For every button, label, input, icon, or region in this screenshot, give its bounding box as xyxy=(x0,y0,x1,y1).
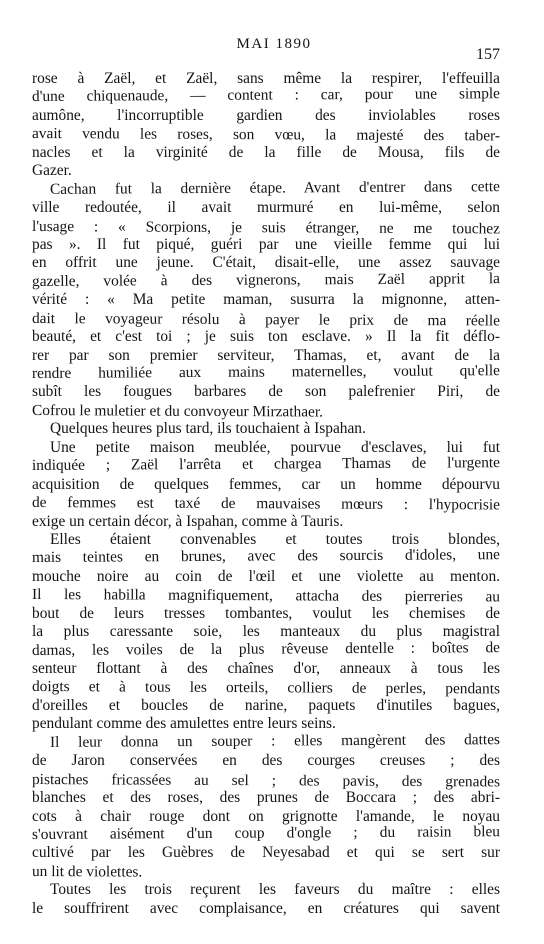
text-line: la plus caressante soie, les manteaux du plus magistral xyxy=(32,623,500,641)
text-line: Quelques heures plus tard, ils touchaient à Ispahan. xyxy=(50,420,366,438)
text-line: le souffrirent avec complaisance, en créatures qui savent xyxy=(32,899,500,917)
text-line: vérité : « Ma petite maman, susurra la mignonne, atten- xyxy=(32,291,500,309)
text-line: s'ouvrant aisément d'un coup d'ongle ; du raisin bleu xyxy=(31,823,501,843)
body-text xyxy=(32,70,500,918)
text-line: de Jaron conservées en des courges creuses ; des xyxy=(32,752,500,770)
page-number: 157 xyxy=(476,46,500,63)
text-line: l'usage : « Scorpions, je suis étranger, ne me touchez xyxy=(31,217,501,237)
text-line: ville redoutée, il avait murmuré en lui-même, selon xyxy=(32,199,500,217)
running-head xyxy=(48,36,500,62)
text-line: en offrit une jeune. C'était, disait-elle, une assez sauvage xyxy=(32,254,500,272)
text-line: beauté, et c'est toi ; je suis ton esclave. » Il la fit déflo- xyxy=(32,328,500,346)
text-line: rose à Zaël, et Zaël, sans même la respirer, l'effeuilla xyxy=(32,70,500,87)
text-line: avait vendu les roses, son vœu, la majesté des taber- xyxy=(31,125,501,145)
text-line: acquisition de quelques femmes, car un homme dépourvu xyxy=(32,475,500,493)
text-line: gazelle, volée à des vignerons, mais Zaël apprit la xyxy=(31,269,501,290)
text-line: dait le voyageur résolu à payer le prix de ma réelle xyxy=(31,309,501,330)
text-line: Gazer. xyxy=(32,162,72,180)
text-line: Une petite maison meublée, pourvue d'esclaves, lui fut xyxy=(50,438,500,456)
text-line: mouche noire au coin de l'œil et une violette au menton. xyxy=(32,567,500,585)
text-line: blanches et des roses, des prunes de Boccara ; des abri- xyxy=(32,789,500,807)
text-line: de femmes est taxé de mauvaises mœurs : l'hypocrisie xyxy=(31,494,501,514)
text-line: aumône, l'incorruptible gardien des inviolables roses xyxy=(32,106,500,124)
text-line: pistaches fricassées au sel ; des pavis, des grenades xyxy=(31,770,501,791)
text-line: Cachan fut la dernière étape. Avant d'entrer dans cette xyxy=(49,177,501,198)
text-line: pas ». Il fut piqué, guéri par une vieille femme qui lui xyxy=(32,235,500,253)
text-line: exige un certain décor, à Ispahan, comme à Tauris. xyxy=(32,512,344,530)
text-line: Cofrou le muletier et du convoyeur Mirzathaer. xyxy=(31,401,324,421)
text-line: bout de leurs tresses tombantes, voulut les chemises de xyxy=(32,604,500,622)
text-line: Toutes les trois reçurent les faveurs du maître : elles xyxy=(50,881,500,899)
text-line: mais teintes en brunes, avec des sourcis d'idoles, une xyxy=(31,546,501,567)
text-line: Il leur donna un souper : elles mangèrent des dattes xyxy=(49,730,501,751)
text-line: rer par son premier serviteur, Thamas, et, avant de la xyxy=(32,346,500,364)
text-line: cultivé par les Guèbres de Neyesabad et qui se sert sur xyxy=(32,844,500,862)
running-title: MAI 1890 xyxy=(236,36,312,52)
text-line: Elles étaient convenables et toutes trois blondes, xyxy=(50,530,500,548)
text-line: pendulant comme des amulettes entre leurs seins. xyxy=(32,715,336,733)
text-line: cots à chair rouge dont on grignotte l'amande, le noyau xyxy=(32,807,500,825)
text-line: rendre humiliée aux mains maternelles, voulut qu'elle xyxy=(31,362,501,382)
text-line: subît les fougues barbares de son palefrenier Piri, de xyxy=(32,383,500,401)
text-line: d'oreilles et boucles de narine, paquets d'inutiles bagues, xyxy=(32,696,500,714)
text-line: senteur flottant à des chaînes d'or, anneaux à tous les xyxy=(32,660,500,677)
text-line: nacles et la virginité de la fille de Mousa, fils de xyxy=(32,143,500,161)
text-line: un lit de violettes. xyxy=(31,862,143,881)
text-line: indiquée ; Zaël l'arrêta et chargea Thamas de l'urgente xyxy=(31,454,501,475)
text-line: damas, les voiles de la plus rêveuse dentelle : boîtes de xyxy=(31,638,501,659)
text-line: d'une chiquenaude, — content : car, pour une simple xyxy=(31,85,501,106)
text-line: Il les habilla magnifiquement, attacha des pierreries au xyxy=(31,586,501,606)
text-line: doigts et à tous les orteils, colliers de perles, pendants xyxy=(31,678,501,698)
